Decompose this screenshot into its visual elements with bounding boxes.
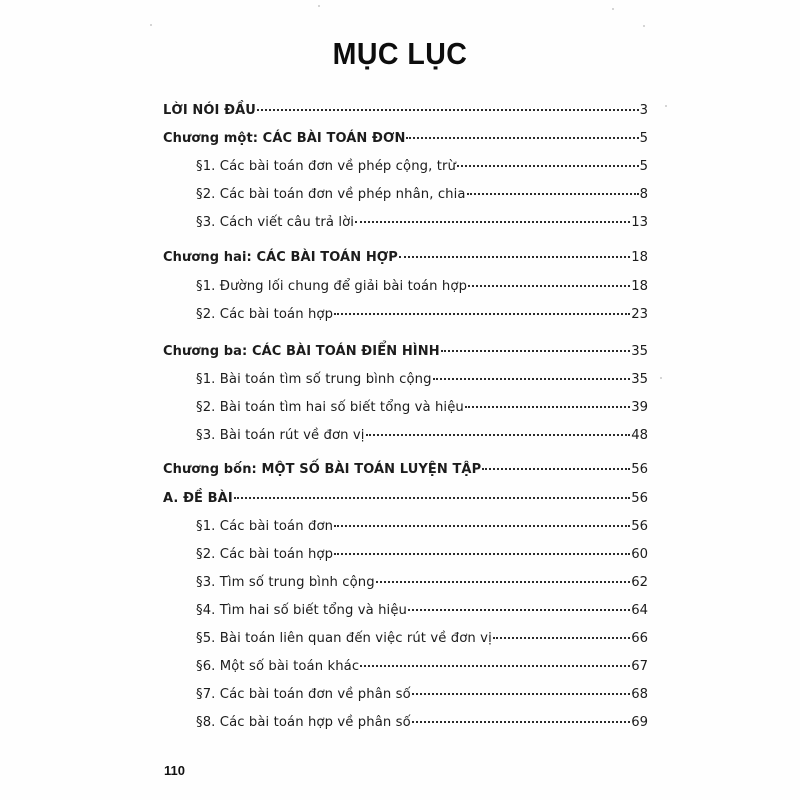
toc-entry-page: 13 <box>631 215 648 230</box>
toc-entry-label: §3. Bài toán rút về đơn vị <box>196 428 365 443</box>
toc-entry-page: 48 <box>631 428 648 443</box>
toc-entry-page: 62 <box>631 575 648 590</box>
toc-entry-page: 35 <box>631 344 648 359</box>
scan-speck <box>612 8 614 10</box>
toc-entry-chapter-4 <box>163 459 648 481</box>
toc-entry-label: Chương một: CÁC BÀI TOÁN ĐƠN <box>163 131 406 146</box>
dot-leader <box>257 109 639 111</box>
toc-entry-label: §1. Các bài toán đơn về phép cộng, trừ <box>196 159 456 174</box>
toc-entry-section <box>196 184 648 206</box>
toc-entry-page: 56 <box>631 519 648 534</box>
toc-entry-chapter-3 <box>163 341 648 363</box>
toc-entry-page: 18 <box>631 250 648 265</box>
dot-leader <box>457 165 639 167</box>
dot-leader <box>399 256 630 258</box>
dot-leader <box>465 406 630 408</box>
scan-speck <box>643 25 645 27</box>
toc-entry-label: A. ĐỀ BÀI <box>163 491 233 506</box>
toc-entry-page: 64 <box>631 603 648 618</box>
toc-entry-section <box>196 628 648 650</box>
toc-entry-page: 69 <box>631 715 648 730</box>
toc-entry-label: Chương ba: CÁC BÀI TOÁN ĐIỂN HÌNH <box>163 344 440 359</box>
toc-entry-label: §3. Tìm số trung bình cộng <box>196 575 375 590</box>
toc-entry-section <box>196 656 648 678</box>
toc-entry-page: 23 <box>631 307 648 322</box>
toc-entry-page: 56 <box>631 462 648 477</box>
toc-entry-section <box>196 516 648 538</box>
toc-entry-label: §2. Các bài toán đơn về phép nhân, chia <box>196 187 466 202</box>
dot-leader <box>467 193 639 195</box>
toc-entry-chapter-2 <box>163 247 648 269</box>
dot-leader <box>360 665 630 667</box>
toc-entry-part-a <box>163 488 648 510</box>
scan-speck <box>150 24 152 26</box>
dot-leader <box>355 221 630 223</box>
toc-entry-label: §4. Tìm hai số biết tổng và hiệu <box>196 603 407 618</box>
toc-entry-label: Chương hai: CÁC BÀI TOÁN HỢP <box>163 250 398 265</box>
toc-entry-label: §2. Bài toán tìm hai số biết tổng và hiệu <box>196 400 464 415</box>
toc-entry-label: §3. Cách viết câu trả lời <box>196 215 355 230</box>
toc-entry-section <box>196 544 648 566</box>
toc-entry-section <box>196 712 648 734</box>
toc-entry-chapter-1 <box>163 128 648 150</box>
dot-leader <box>366 434 631 436</box>
toc-entry-section <box>196 425 648 447</box>
toc-entry-label: §1. Bài toán tìm số trung bình cộng <box>196 372 432 387</box>
dot-leader <box>376 581 631 583</box>
scan-speck <box>318 5 320 7</box>
toc-entry-label: §1. Đường lối chung để giải bài toán hợp <box>196 279 468 294</box>
page-number: 110 <box>164 763 185 778</box>
dot-leader <box>408 609 630 611</box>
toc-entry-page: 68 <box>631 687 648 702</box>
toc-entry-section <box>196 304 648 326</box>
toc-entry-section <box>196 600 648 622</box>
toc-entry-label: §2. Các bài toán hợp <box>196 547 334 562</box>
dot-leader <box>334 313 630 315</box>
toc-entry-page: 67 <box>631 659 648 674</box>
toc-entry-label: §6. Một số bài toán khác <box>196 659 360 674</box>
toc-entry-foreword <box>163 100 648 122</box>
toc-entry-label: §1. Các bài toán đơn <box>196 519 334 534</box>
toc-entry-section <box>196 397 648 419</box>
toc-entry-label: §5. Bài toán liên quan đến việc rút về đơn vị <box>196 631 492 646</box>
page-title: MỤC LỤC <box>332 36 468 71</box>
toc-entry-section <box>196 212 648 234</box>
dot-leader <box>433 378 631 380</box>
dot-leader <box>406 137 638 139</box>
toc-entry-label: §8. Các bài toán hợp về phân số <box>196 715 411 730</box>
toc-entry-section <box>196 276 648 298</box>
dot-leader <box>412 721 630 723</box>
dot-leader <box>412 693 630 695</box>
toc-entry-section <box>196 369 648 391</box>
scan-speck <box>665 105 667 107</box>
toc-entry-page: 56 <box>631 491 648 506</box>
toc-entry-section <box>196 156 648 178</box>
dot-leader <box>493 637 630 639</box>
toc-entry-page: 60 <box>631 547 648 562</box>
toc-entry-page: 5 <box>639 159 648 174</box>
toc-entry-label: Chương bốn: MỘT SỐ BÀI TOÁN LUYỆN TẬP <box>163 462 482 477</box>
toc-entry-section <box>196 572 648 594</box>
toc-entry-section <box>196 684 648 706</box>
scan-speck <box>660 377 662 379</box>
dot-leader <box>334 553 630 555</box>
toc-entry-label: §7. Các bài toán đơn về phân số <box>196 687 411 702</box>
dot-leader <box>482 468 630 470</box>
toc-entry-label: §2. Các bài toán hợp <box>196 307 334 322</box>
dot-leader <box>468 285 630 287</box>
toc-entry-page: 66 <box>631 631 648 646</box>
dot-leader <box>234 497 630 499</box>
dot-leader <box>334 525 630 527</box>
toc-entry-page: 5 <box>639 131 648 146</box>
toc-entry-page: 39 <box>631 400 648 415</box>
dot-leader <box>441 350 631 352</box>
toc-entry-label: LỜI NÓI ĐẦU <box>163 103 256 118</box>
toc-entry-page: 18 <box>631 279 648 294</box>
toc-entry-page: 3 <box>639 103 648 118</box>
toc-entry-page: 35 <box>631 372 648 387</box>
toc-entry-page: 8 <box>639 187 648 202</box>
